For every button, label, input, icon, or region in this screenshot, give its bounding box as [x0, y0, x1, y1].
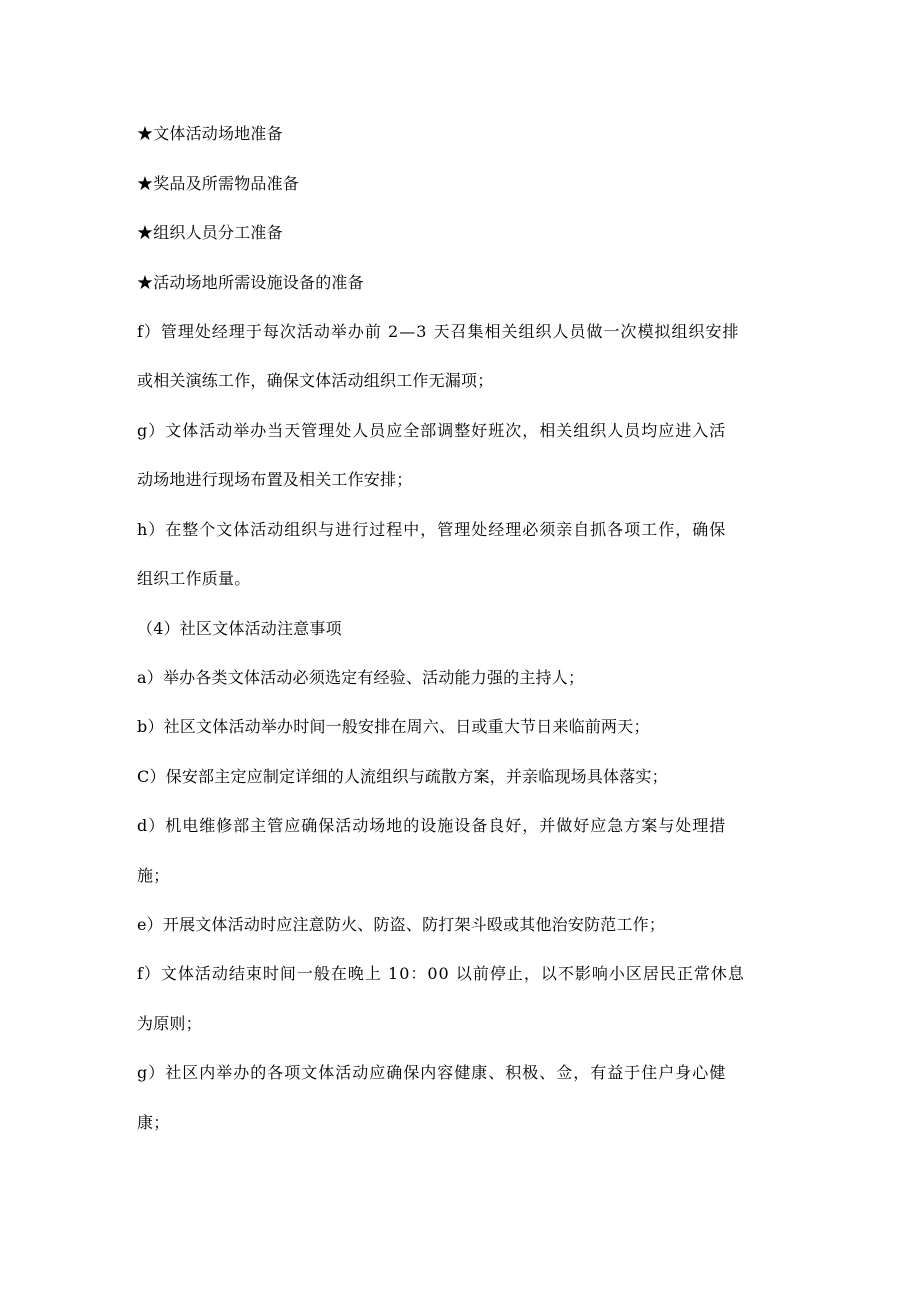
note-g-line-2: 康； [137, 1113, 170, 1132]
paragraph-h-line-2: 组织工作质量。 [137, 569, 251, 588]
note-g-line-1: g）社区内举办的各项文体活动应确保内容健康、积极、佥，有益于住户身心健 [137, 1063, 727, 1082]
paragraph-f-line-1: f）管理处经理于每次活动举办前 2—3 天召集相关组织人员做一次模拟组织安排 [137, 322, 740, 341]
paragraph-f-line-2: 或相关演练工作，确保文体活动组织工作无漏项； [137, 371, 494, 390]
paragraph-h-line-1: h）在整个文体活动组织与进行过程中，管理处经理必须亲自抓各项工作，确保 [137, 520, 727, 539]
note-c: C）保安部主定应制定详细的人流组织与疏散方案，并亲临现场具体落实； [137, 767, 668, 786]
paragraph-g-line-1: g）文体活动举办当天管理处人员应全部调整好班次，相关组织人员均应进入活 [137, 421, 727, 440]
bullet-venue-prep: ★文体活动场地准备 [137, 124, 283, 143]
section-heading-notes: （4）社区文体活动注意事项 [137, 619, 342, 638]
note-b: b）社区文体活动举办时间一般安排在周六、日或重大节日来临前两天； [137, 717, 650, 736]
note-e: e）开展文体活动时应注意防火、防盗、防打架斗殴或其他治安防范工作； [137, 915, 666, 934]
note-d-line-2: 施； [137, 866, 170, 885]
bullet-prizes-prep: ★奖品及所需物品准备 [137, 174, 300, 193]
paragraph-g-line-2: 动场地进行现场布置及相关工作安排； [137, 470, 413, 489]
note-f-line-2: 为原则； [137, 1014, 202, 1033]
bullet-staff-prep: ★组织人员分工准备 [137, 223, 283, 242]
note-d-line-1: d）机电维修部主管应确保活动场地的设施设备良好，并做好应急方案与处理措 [137, 816, 727, 835]
bullet-facility-prep: ★活动场地所需设施设备的准备 [137, 273, 364, 292]
note-f-line-1: f）文体活动结束时间一般在晚上 10：00 以前停止，以不影响小区居民正常休息 [137, 964, 745, 983]
note-a: a）举办各类文体活动必须选定有经验、活动能力强的主持人； [137, 668, 585, 687]
